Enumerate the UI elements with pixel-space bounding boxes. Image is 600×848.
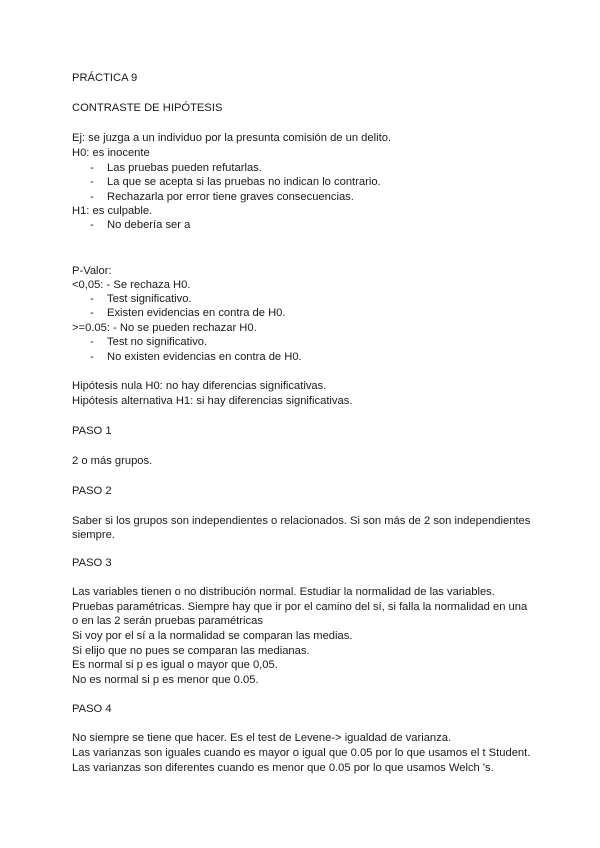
bullet-text: No debería ser a: [107, 219, 191, 231]
bullet-text: Existen evidencias en contra de H0.: [107, 307, 286, 319]
h1-line: H1: es culpable.: [72, 205, 153, 217]
paso1-title: PASO 1: [72, 425, 112, 437]
paso3-line: Las variables tienen o no distribución normal. Estudiar la normalidad de las variables.: [72, 586, 495, 598]
paso2-line: siempre.: [72, 529, 115, 541]
dash-marker: -: [90, 191, 94, 203]
bullet-text: La que se acepta si las pruebas no indican lo contrario.: [107, 176, 381, 188]
paso3-line: Si voy por el sí a la normalidad se comparan las medias.: [72, 630, 353, 642]
bullet-text: Test no significativo.: [107, 336, 208, 348]
dash-marker: -: [90, 176, 94, 188]
paso3-line: No es normal si p es menor que 0.05.: [72, 674, 259, 686]
dash-marker: -: [90, 351, 94, 363]
paso3-line: Pruebas paramétricas. Siempre hay que ir por el camino del sí, si falla la normalidad en una: [72, 601, 528, 613]
pvalue-below-line: <0,05: - Se rechaza H0.: [72, 279, 191, 291]
page-title: PRÁCTICA 9: [72, 72, 138, 84]
example-line: Ej: se juzga a un individuo por la presunta comisión de un delito.: [72, 132, 392, 144]
bullet-text: Test significativo.: [107, 293, 192, 305]
paso3-line: Si elijo que no pues se comparan las medianas.: [72, 645, 310, 657]
paso4-title: PASO 4: [72, 703, 112, 715]
dash-marker: -: [90, 162, 94, 174]
dash-marker: -: [90, 219, 94, 231]
paso4-line: Las varianzas son iguales cuando es mayor o igual que 0.05 por lo que usamos el t Student.: [72, 747, 531, 759]
section-title: CONTRASTE DE HIPÓTESIS: [72, 102, 223, 114]
paso4-line: Las varianzas son diferentes cuando es menor que 0.05 por lo que usamos Welch 's.: [72, 762, 494, 774]
h0-line: H0: es inocente: [72, 147, 150, 159]
alt-hypothesis: Hipótesis alternativa H1: si hay diferencias significativas.: [72, 395, 353, 407]
paso2-title: PASO 2: [72, 485, 112, 497]
bullet-text: Rechazarla por error tiene graves consecuencias.: [107, 191, 354, 203]
paso4-line: No siempre se tiene que hacer. Es el test de Levene-> igualdad de varianza.: [72, 732, 452, 744]
paso3-title: PASO 3: [72, 557, 112, 569]
dash-marker: -: [90, 336, 94, 348]
paso3-line: Es normal si p es igual o mayor que 0,05.: [72, 659, 278, 671]
bullet-text: Las pruebas pueden refutarlas.: [107, 162, 262, 174]
pvalue-above-line: >=0.05: - No se pueden rechazar H0.: [72, 322, 257, 334]
pvalue-heading: P-Valor:: [72, 265, 112, 277]
paso3-line: o en las 2 serán pruebas paramétricas: [72, 615, 263, 627]
dash-marker: -: [90, 307, 94, 319]
null-hypothesis: Hipótesis nula H0: no hay diferencias significativas.: [72, 380, 327, 392]
paso2-line: Saber si los grupos son independientes o relacionados. Si son más de 2 son independientes: [72, 515, 531, 527]
paso1-line: 2 o más grupos.: [72, 455, 153, 467]
bullet-text: No existen evidencias en contra de H0.: [107, 351, 302, 363]
dash-marker: -: [90, 293, 94, 305]
